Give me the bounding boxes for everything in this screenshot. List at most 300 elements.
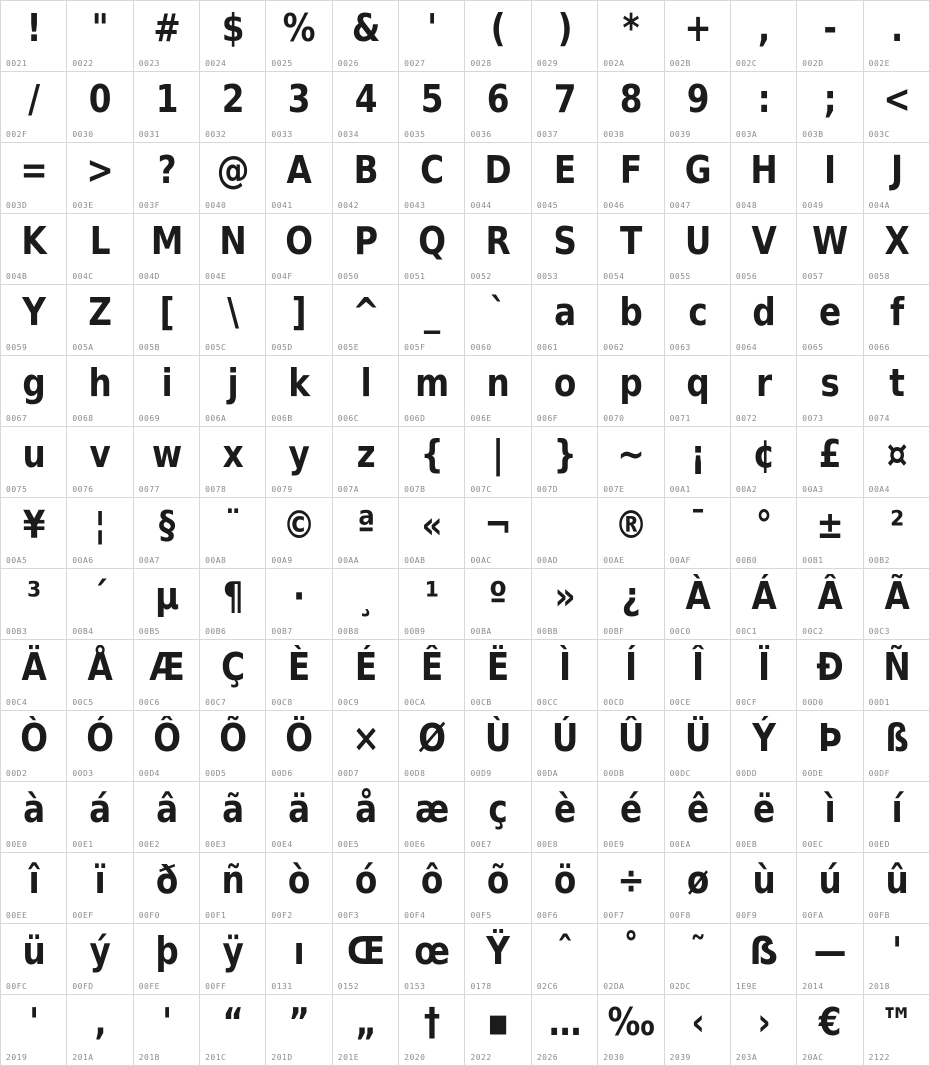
glyph-cell[interactable] xyxy=(200,569,266,640)
glyph-cell[interactable] xyxy=(465,72,531,143)
glyph-cell[interactable] xyxy=(134,427,200,498)
glyph-cell[interactable] xyxy=(864,711,930,782)
glyph-cell[interactable] xyxy=(1,143,67,214)
glyph-cell[interactable] xyxy=(67,924,133,995)
glyph-cell[interactable] xyxy=(1,569,67,640)
glyph-cell[interactable] xyxy=(532,782,598,853)
glyph-character: ( xyxy=(491,6,506,50)
glyph-cell[interactable] xyxy=(200,640,266,711)
glyph-codepoint: 0031 xyxy=(138,130,160,139)
glyph-cell[interactable] xyxy=(532,924,598,995)
glyph-cell[interactable] xyxy=(797,356,863,427)
glyph-cell[interactable] xyxy=(67,1,133,72)
glyph-cell[interactable] xyxy=(1,356,67,427)
glyph-cell[interactable] xyxy=(731,143,797,214)
glyph-character: ' xyxy=(427,6,437,50)
glyph-cell[interactable] xyxy=(598,640,664,711)
glyph-cell[interactable] xyxy=(399,711,465,782)
glyph-codepoint: 00F1 xyxy=(205,911,227,920)
glyph-cell[interactable] xyxy=(731,498,797,569)
glyph-cell[interactable] xyxy=(665,356,731,427)
glyph-cell[interactable] xyxy=(399,1,465,72)
glyph-character: — xyxy=(814,929,846,973)
glyph-cell[interactable] xyxy=(665,285,731,356)
glyph-cell[interactable] xyxy=(1,72,67,143)
glyph-cell[interactable] xyxy=(333,853,399,924)
glyph-codepoint: 0062 xyxy=(603,343,625,352)
glyph-character: ã xyxy=(222,787,244,831)
glyph-codepoint: 0033 xyxy=(271,130,293,139)
glyph-codepoint: 201E xyxy=(337,1053,360,1062)
glyph-character: a xyxy=(553,290,576,334)
glyph-codepoint: 2030 xyxy=(603,1053,625,1062)
glyph-cell[interactable] xyxy=(333,995,399,1066)
glyph-character: l xyxy=(360,361,371,405)
glyph-character: W xyxy=(812,219,848,263)
glyph-cell[interactable] xyxy=(266,1,332,72)
glyph-character: H xyxy=(750,148,777,192)
glyph-codepoint: 0059 xyxy=(6,343,28,352)
glyph-codepoint: 004E xyxy=(205,272,227,281)
glyph-cell[interactable] xyxy=(532,498,598,569)
glyph-cell[interactable] xyxy=(532,569,598,640)
glyph-cell[interactable] xyxy=(797,1,863,72)
glyph-cell[interactable] xyxy=(266,72,332,143)
glyph-cell[interactable] xyxy=(864,214,930,285)
glyph-cell[interactable] xyxy=(465,285,531,356)
glyph-cell[interactable] xyxy=(465,143,531,214)
glyph-cell[interactable] xyxy=(266,214,332,285)
glyph-cell[interactable] xyxy=(1,782,67,853)
glyph-cell[interactable] xyxy=(200,214,266,285)
glyph-cell[interactable] xyxy=(399,640,465,711)
glyph-codepoint: 00B3 xyxy=(6,627,28,636)
glyph-cell[interactable] xyxy=(465,995,531,1066)
glyph-character: â xyxy=(155,787,177,831)
glyph-cell[interactable] xyxy=(532,640,598,711)
glyph-codepoint: 00F4 xyxy=(404,911,426,920)
glyph-character: ± xyxy=(816,503,844,547)
glyph-character: ı xyxy=(293,929,305,973)
glyph-cell[interactable] xyxy=(266,995,332,1066)
glyph-cell[interactable] xyxy=(1,640,67,711)
glyph-cell[interactable] xyxy=(200,1,266,72)
glyph-cell[interactable] xyxy=(797,498,863,569)
glyph-cell[interactable] xyxy=(731,853,797,924)
glyph-cell[interactable] xyxy=(665,853,731,924)
glyph-cell[interactable] xyxy=(797,924,863,995)
glyph-character: À xyxy=(685,574,710,618)
glyph-cell[interactable] xyxy=(731,427,797,498)
glyph-cell[interactable] xyxy=(134,498,200,569)
glyph-character: A xyxy=(286,148,312,192)
glyph-cell[interactable] xyxy=(134,356,200,427)
glyph-cell[interactable] xyxy=(665,640,731,711)
glyph-cell[interactable] xyxy=(731,924,797,995)
glyph-codepoint: 00E5 xyxy=(337,840,360,849)
glyph-cell[interactable] xyxy=(665,143,731,214)
glyph-cell[interactable] xyxy=(665,924,731,995)
glyph-codepoint: 004C xyxy=(72,272,94,281)
glyph-codepoint: 00D3 xyxy=(72,769,94,778)
glyph-cell[interactable] xyxy=(399,143,465,214)
glyph-character: ú xyxy=(818,858,842,902)
glyph-cell[interactable] xyxy=(399,853,465,924)
glyph-cell[interactable] xyxy=(399,924,465,995)
glyph-cell[interactable] xyxy=(266,853,332,924)
glyph-character: 1 xyxy=(155,77,178,121)
glyph-cell[interactable] xyxy=(797,214,863,285)
glyph-cell[interactable] xyxy=(598,782,664,853)
glyph-cell[interactable] xyxy=(731,782,797,853)
glyph-cell[interactable] xyxy=(1,427,67,498)
glyph-cell[interactable] xyxy=(333,143,399,214)
glyph-cell[interactable] xyxy=(200,72,266,143)
glyph-cell[interactable] xyxy=(200,356,266,427)
glyph-cell[interactable] xyxy=(864,427,930,498)
glyph-cell[interactable] xyxy=(532,285,598,356)
glyph-cell[interactable] xyxy=(598,214,664,285)
glyph-cell[interactable] xyxy=(465,569,531,640)
glyph-codepoint: 0074 xyxy=(868,414,890,423)
glyph-cell[interactable] xyxy=(266,711,332,782)
glyph-cell[interactable] xyxy=(598,498,664,569)
glyph-cell[interactable] xyxy=(67,995,133,1066)
glyph-cell[interactable] xyxy=(333,498,399,569)
glyph-character: Ö xyxy=(285,716,313,760)
glyph-cell[interactable] xyxy=(465,782,531,853)
glyph-cell[interactable] xyxy=(1,285,67,356)
glyph-character: ~ xyxy=(617,432,645,476)
glyph-cell[interactable] xyxy=(665,782,731,853)
glyph-character: < xyxy=(883,77,910,121)
glyph-cell[interactable] xyxy=(465,498,531,569)
glyph-cell[interactable] xyxy=(797,143,863,214)
glyph-cell[interactable] xyxy=(134,924,200,995)
glyph-cell[interactable] xyxy=(665,995,731,1066)
glyph-codepoint: 00D2 xyxy=(6,769,28,778)
glyph-codepoint: 00F2 xyxy=(271,911,293,920)
glyph-cell[interactable] xyxy=(134,640,200,711)
glyph-cell[interactable] xyxy=(200,498,266,569)
glyph-codepoint: 0032 xyxy=(205,130,227,139)
glyph-cell[interactable] xyxy=(67,285,133,356)
glyph-character: n xyxy=(486,361,510,405)
glyph-character: h xyxy=(88,361,112,405)
glyph-cell[interactable] xyxy=(1,995,67,1066)
glyph-cell[interactable] xyxy=(465,853,531,924)
glyph-cell[interactable] xyxy=(864,72,930,143)
glyph-cell[interactable] xyxy=(465,640,531,711)
glyph-cell[interactable] xyxy=(797,995,863,1066)
glyph-cell[interactable] xyxy=(532,427,598,498)
glyph-cell[interactable] xyxy=(1,498,67,569)
glyph-cell[interactable] xyxy=(200,711,266,782)
glyph-cell[interactable] xyxy=(598,711,664,782)
glyph-codepoint: 00E7 xyxy=(470,840,492,849)
glyph-codepoint: 2018 xyxy=(868,982,890,991)
glyph-cell[interactable] xyxy=(200,853,266,924)
glyph-cell[interactable] xyxy=(532,214,598,285)
glyph-character: F xyxy=(620,148,642,192)
glyph-cell[interactable] xyxy=(797,640,863,711)
glyph-codepoint: 00BA xyxy=(470,627,492,636)
glyph-cell[interactable] xyxy=(266,782,332,853)
glyph-cell[interactable] xyxy=(266,356,332,427)
glyph-cell[interactable] xyxy=(266,640,332,711)
glyph-cell[interactable] xyxy=(598,356,664,427)
glyph-cell[interactable] xyxy=(333,427,399,498)
glyph-codepoint: 005D xyxy=(271,343,293,352)
glyph-codepoint: 0064 xyxy=(735,343,758,352)
glyph-character: ] xyxy=(292,290,307,334)
glyph-cell[interactable] xyxy=(134,285,200,356)
glyph-cell[interactable] xyxy=(266,924,332,995)
glyph-codepoint: 00CC xyxy=(536,698,559,707)
glyph-cell[interactable] xyxy=(532,72,598,143)
glyph-cell[interactable] xyxy=(731,569,797,640)
glyph-cell[interactable] xyxy=(731,356,797,427)
glyph-cell[interactable] xyxy=(1,711,67,782)
glyph-cell[interactable] xyxy=(134,782,200,853)
glyph-cell[interactable] xyxy=(399,72,465,143)
glyph-character: P xyxy=(353,219,378,263)
glyph-character: ‰ xyxy=(607,1000,654,1044)
glyph-cell[interactable] xyxy=(134,143,200,214)
glyph-cell[interactable] xyxy=(665,711,731,782)
glyph-codepoint: 00B1 xyxy=(802,556,824,565)
glyph-cell[interactable] xyxy=(532,143,598,214)
glyph-character: Ä xyxy=(21,645,46,689)
glyph-cell[interactable] xyxy=(266,285,332,356)
glyph-cell[interactable] xyxy=(134,1,200,72)
glyph-cell[interactable] xyxy=(134,711,200,782)
glyph-cell[interactable] xyxy=(333,640,399,711)
glyph-codepoint: 0079 xyxy=(271,485,293,494)
glyph-character: ® xyxy=(614,503,647,547)
glyph-cell[interactable] xyxy=(266,498,332,569)
glyph-codepoint: 0069 xyxy=(138,414,160,423)
glyph-cell[interactable] xyxy=(333,1,399,72)
glyph-codepoint: 00D8 xyxy=(404,769,426,778)
glyph-cell[interactable] xyxy=(134,72,200,143)
glyph-cell[interactable] xyxy=(797,711,863,782)
glyph-cell[interactable] xyxy=(200,427,266,498)
glyph-cell[interactable] xyxy=(333,782,399,853)
glyph-cell[interactable] xyxy=(67,498,133,569)
glyph-cell[interactable] xyxy=(266,569,332,640)
glyph-cell[interactable] xyxy=(731,1,797,72)
glyph-cell[interactable] xyxy=(598,1,664,72)
glyph-cell[interactable] xyxy=(1,853,67,924)
glyph-cell[interactable] xyxy=(134,995,200,1066)
glyph-character: ÷ xyxy=(617,858,645,902)
glyph-cell[interactable] xyxy=(797,427,863,498)
glyph-cell[interactable] xyxy=(665,72,731,143)
glyph-cell[interactable] xyxy=(134,853,200,924)
glyph-character: C xyxy=(420,148,444,192)
glyph-cell[interactable] xyxy=(598,924,664,995)
glyph-codepoint: 006D xyxy=(404,414,426,423)
glyph-cell[interactable] xyxy=(532,995,598,1066)
glyph-cell[interactable] xyxy=(665,214,731,285)
glyph-cell[interactable] xyxy=(465,1,531,72)
glyph-character: æ xyxy=(415,787,449,831)
glyph-codepoint: 00FC xyxy=(6,982,28,991)
glyph-codepoint: 00C3 xyxy=(868,627,890,636)
glyph-cell[interactable] xyxy=(598,427,664,498)
glyph-cell[interactable] xyxy=(333,924,399,995)
glyph-codepoint: 00EA xyxy=(669,840,691,849)
glyph-codepoint: 00EF xyxy=(72,911,94,920)
glyph-cell[interactable] xyxy=(731,711,797,782)
glyph-cell[interactable] xyxy=(532,1,598,72)
glyph-cell[interactable] xyxy=(67,72,133,143)
glyph-cell[interactable] xyxy=(266,427,332,498)
glyph-cell[interactable] xyxy=(598,853,664,924)
glyph-cell[interactable] xyxy=(67,143,133,214)
glyph-cell[interactable] xyxy=(665,569,731,640)
glyph-codepoint: 006F xyxy=(536,414,559,423)
glyph-character: ▪ xyxy=(487,1000,509,1044)
glyph-cell[interactable] xyxy=(67,569,133,640)
glyph-cell[interactable] xyxy=(399,995,465,1066)
glyph-cell[interactable] xyxy=(797,853,863,924)
glyph-character: K xyxy=(21,219,46,263)
glyph-cell[interactable] xyxy=(333,356,399,427)
glyph-cell[interactable] xyxy=(200,143,266,214)
glyph-cell[interactable] xyxy=(333,711,399,782)
glyph-codepoint: 00D5 xyxy=(205,769,227,778)
glyph-cell[interactable] xyxy=(797,285,863,356)
glyph-codepoint: 0042 xyxy=(337,201,360,210)
glyph-codepoint: 003C xyxy=(868,130,890,139)
glyph-cell[interactable] xyxy=(333,72,399,143)
glyph-cell[interactable] xyxy=(797,782,863,853)
glyph-codepoint: 00E8 xyxy=(536,840,559,849)
glyph-cell[interactable] xyxy=(532,356,598,427)
glyph-cell[interactable] xyxy=(731,72,797,143)
glyph-cell[interactable] xyxy=(598,995,664,1066)
glyph-cell[interactable] xyxy=(465,427,531,498)
glyph-cell[interactable] xyxy=(864,1,930,72)
glyph-character: ' xyxy=(29,1000,39,1044)
glyph-cell[interactable] xyxy=(731,995,797,1066)
glyph-cell[interactable] xyxy=(200,285,266,356)
glyph-character: * xyxy=(622,6,639,50)
glyph-cell[interactable] xyxy=(200,924,266,995)
glyph-cell[interactable] xyxy=(134,214,200,285)
glyph-cell[interactable] xyxy=(864,640,930,711)
glyph-cell[interactable] xyxy=(465,711,531,782)
glyph-cell[interactable] xyxy=(598,569,664,640)
glyph-cell[interactable] xyxy=(333,214,399,285)
glyph-cell[interactable] xyxy=(731,285,797,356)
glyph-cell[interactable] xyxy=(598,143,664,214)
glyph-cell[interactable] xyxy=(864,995,930,1066)
glyph-codepoint: 0039 xyxy=(669,130,691,139)
glyph-cell[interactable] xyxy=(797,72,863,143)
glyph-cell[interactable] xyxy=(333,285,399,356)
glyph-codepoint: 00F0 xyxy=(138,911,160,920)
glyph-cell[interactable] xyxy=(864,569,930,640)
glyph-cell[interactable] xyxy=(399,569,465,640)
glyph-cell[interactable] xyxy=(864,782,930,853)
glyph-cell[interactable] xyxy=(532,711,598,782)
glyph-cell[interactable] xyxy=(399,427,465,498)
glyph-cell[interactable] xyxy=(532,853,598,924)
glyph-cell[interactable] xyxy=(465,924,531,995)
glyph-codepoint: 00AF xyxy=(669,556,691,565)
glyph-cell[interactable] xyxy=(465,356,531,427)
glyph-codepoint: 0024 xyxy=(205,59,227,68)
glyph-cell[interactable] xyxy=(598,285,664,356)
glyph-character: õ xyxy=(487,858,509,902)
glyph-cell[interactable] xyxy=(465,214,531,285)
glyph-character: v xyxy=(89,432,111,476)
glyph-cell[interactable] xyxy=(200,782,266,853)
glyph-character: ø xyxy=(686,858,709,902)
glyph-codepoint: 201D xyxy=(271,1053,293,1062)
glyph-cell[interactable] xyxy=(797,569,863,640)
glyph-cell[interactable] xyxy=(67,782,133,853)
glyph-cell[interactable] xyxy=(598,72,664,143)
glyph-codepoint: 00F7 xyxy=(603,911,625,920)
glyph-cell[interactable] xyxy=(399,782,465,853)
glyph-codepoint: 00B6 xyxy=(205,627,227,636)
glyph-character: ẞ xyxy=(749,929,778,973)
glyph-cell[interactable] xyxy=(665,1,731,72)
glyph-cell[interactable] xyxy=(134,569,200,640)
glyph-cell[interactable] xyxy=(864,924,930,995)
glyph-cell[interactable] xyxy=(399,356,465,427)
glyph-cell[interactable] xyxy=(864,498,930,569)
glyph-character: w xyxy=(151,432,182,476)
glyph-cell[interactable] xyxy=(67,214,133,285)
glyph-cell[interactable] xyxy=(399,498,465,569)
glyph-cell[interactable] xyxy=(864,143,930,214)
glyph-cell[interactable] xyxy=(665,498,731,569)
glyph-cell[interactable] xyxy=(67,640,133,711)
glyph-cell[interactable] xyxy=(333,569,399,640)
glyph-character: × xyxy=(352,716,379,760)
glyph-codepoint: 0026 xyxy=(337,59,360,68)
glyph-cell[interactable] xyxy=(67,853,133,924)
glyph-cell[interactable] xyxy=(1,1,67,72)
glyph-cell[interactable] xyxy=(864,285,930,356)
glyph-character: @ xyxy=(216,148,249,192)
glyph-codepoint: 0025 xyxy=(271,59,293,68)
glyph-cell[interactable] xyxy=(67,711,133,782)
glyph-cell[interactable] xyxy=(399,214,465,285)
glyph-character: Ÿ xyxy=(486,929,510,973)
glyph-cell[interactable] xyxy=(1,924,67,995)
glyph-cell[interactable] xyxy=(1,214,67,285)
glyph-character: Ð xyxy=(816,645,844,689)
glyph-cell[interactable] xyxy=(665,427,731,498)
glyph-cell[interactable] xyxy=(266,143,332,214)
glyph-codepoint: 006E xyxy=(470,414,492,423)
glyph-cell[interactable] xyxy=(731,640,797,711)
glyph-cell[interactable] xyxy=(67,427,133,498)
glyph-cell[interactable] xyxy=(200,995,266,1066)
glyph-cell[interactable] xyxy=(399,285,465,356)
glyph-cell[interactable] xyxy=(864,853,930,924)
glyph-cell[interactable] xyxy=(731,214,797,285)
glyph-character: f xyxy=(889,290,903,334)
glyph-cell[interactable] xyxy=(67,356,133,427)
glyph-cell[interactable] xyxy=(864,356,930,427)
